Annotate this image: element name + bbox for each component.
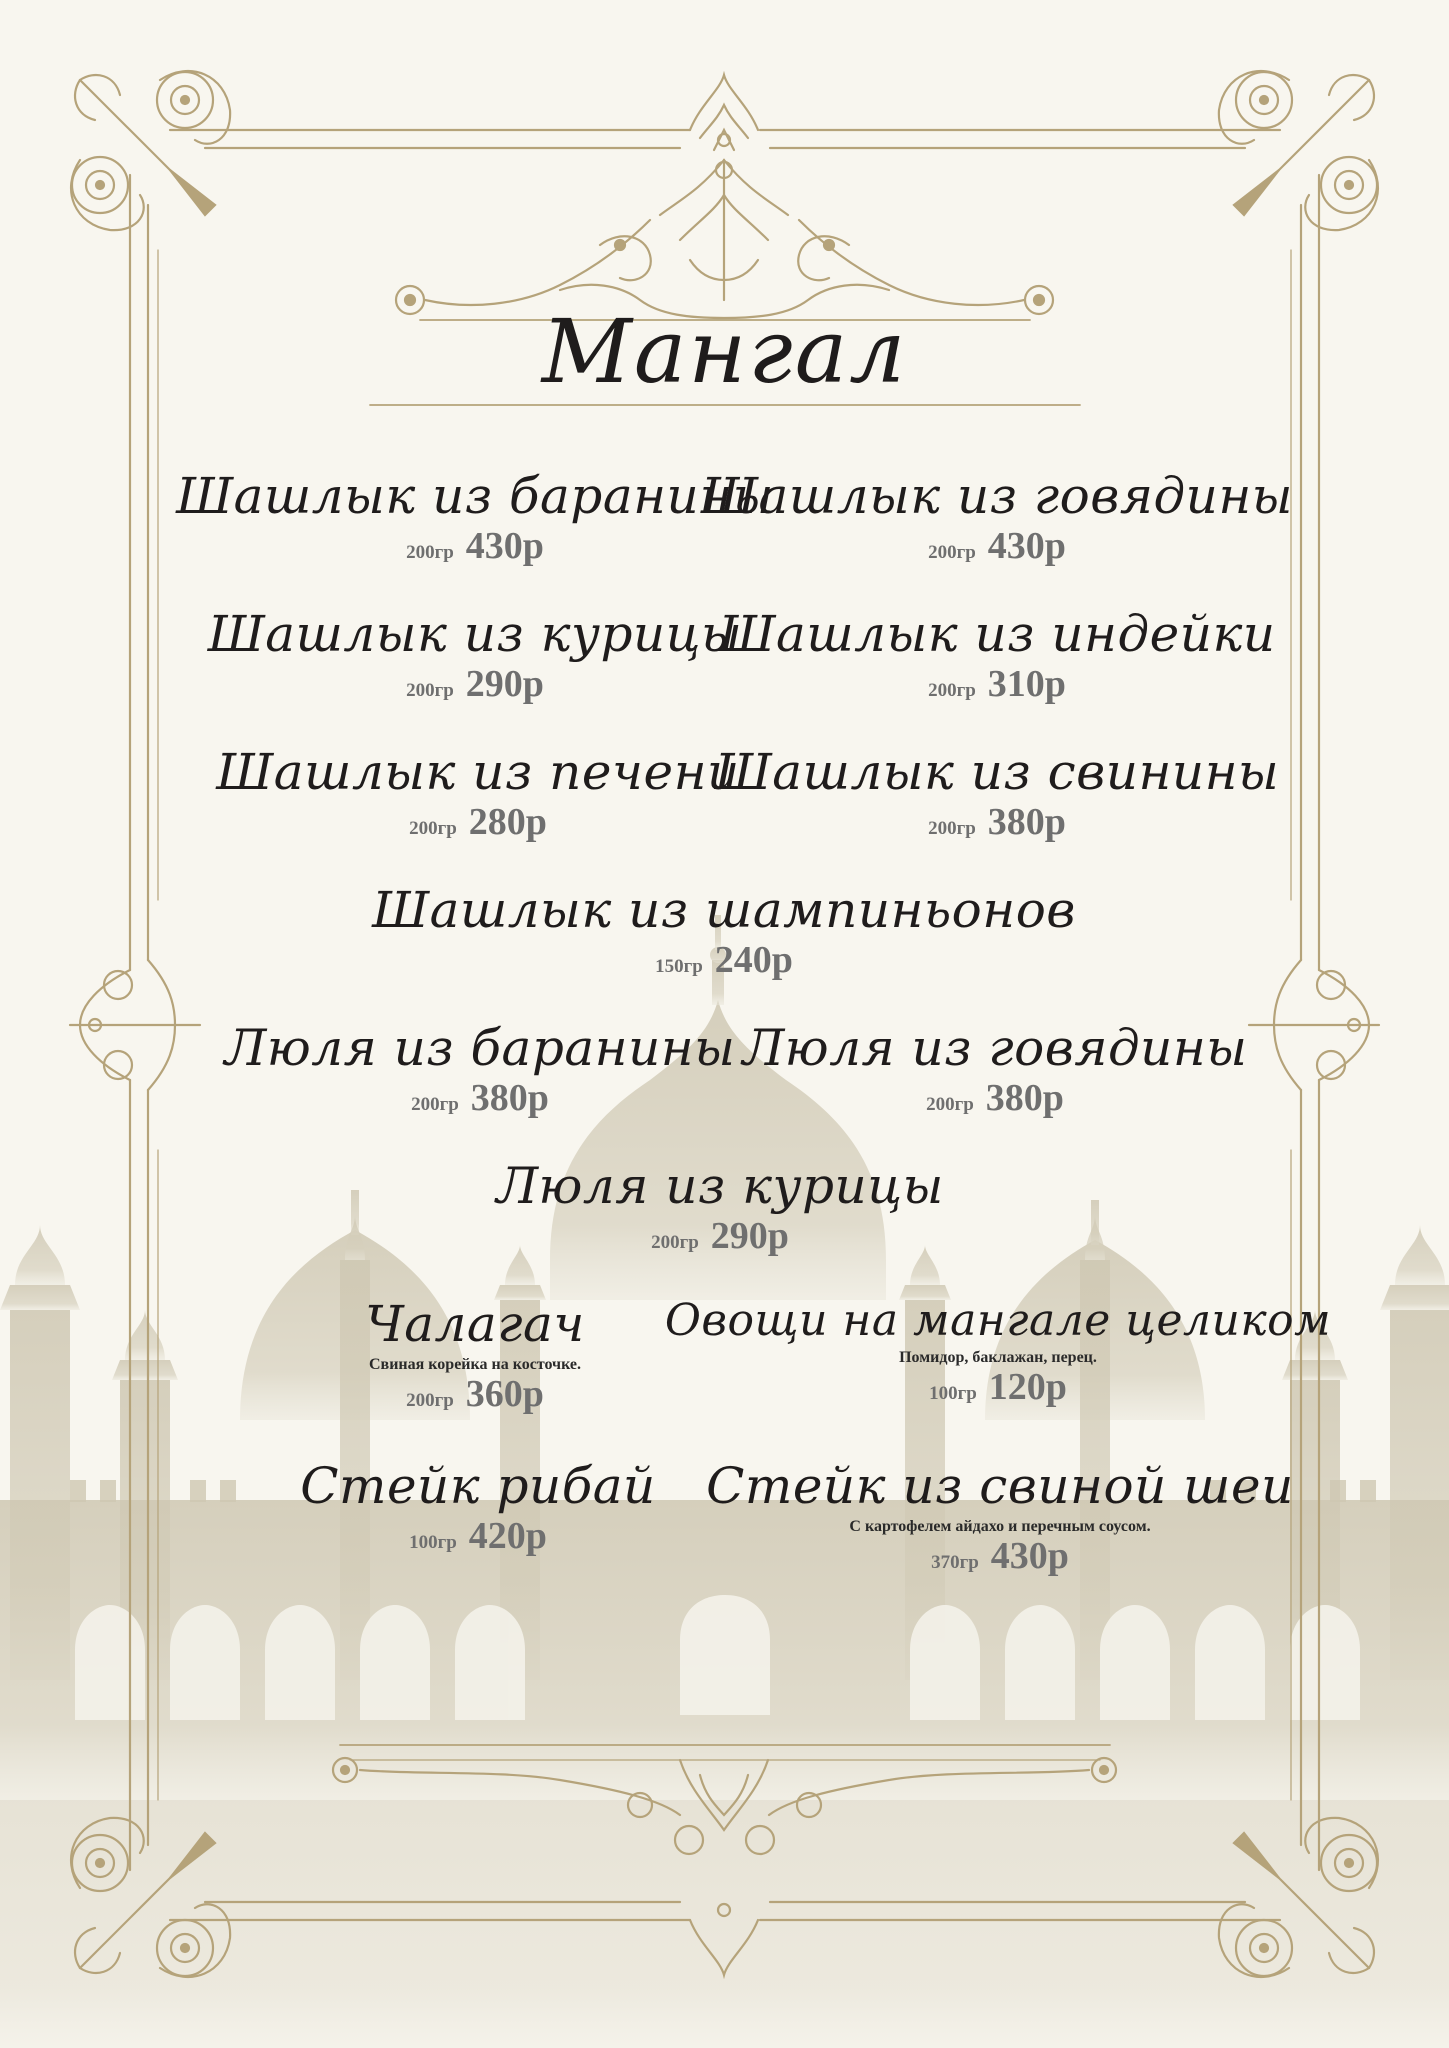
dish-weight: 200гр	[651, 1231, 699, 1253]
dish-price: 360р	[465, 1372, 544, 1415]
dish-name: Стейк рибай	[300, 1457, 656, 1515]
price-line	[216, 800, 740, 844]
price-line	[701, 524, 1293, 568]
dish-weight: 100гр	[929, 1382, 977, 1404]
dish-weight: 370гр	[931, 1551, 979, 1573]
dish-weight: 200гр	[928, 817, 976, 839]
menu-item	[300, 1458, 655, 1558]
dish-price: 380р	[470, 1076, 549, 1119]
price-line	[225, 1076, 736, 1120]
dish-name: Чалагач	[365, 1295, 585, 1353]
dish-price: 290р	[465, 662, 544, 705]
menu-item	[216, 744, 740, 844]
price-line	[365, 1372, 585, 1416]
price-line	[208, 662, 743, 706]
dish-price: 380р	[985, 1076, 1064, 1119]
dish-price: 420р	[468, 1514, 547, 1557]
dish-weight: 150гр	[655, 955, 703, 977]
menu-item	[365, 1296, 585, 1416]
dish-price: 310р	[987, 662, 1066, 705]
dish-name: Люля из курицы	[496, 1157, 944, 1215]
dish-name: Овощи на мангале целиком	[664, 1295, 1332, 1346]
dish-description: Помидор, баклажан, перец.	[899, 1348, 1097, 1366]
menu-item	[665, 1296, 1331, 1409]
dish-weight: 200гр	[928, 679, 976, 701]
dish-weight: 200гр	[926, 1093, 974, 1115]
dish-weight: 200гр	[928, 541, 976, 563]
dish-price: 430р	[465, 524, 544, 567]
price-line	[300, 1514, 655, 1558]
menu-title: Мангал	[541, 300, 908, 403]
menu-item	[225, 1020, 736, 1120]
dish-name: Люля из баранины	[224, 1019, 736, 1077]
menu-item	[701, 468, 1293, 568]
dish-name: Шашлык из баранины	[176, 467, 774, 525]
menu-item	[742, 1020, 1247, 1120]
dish-name: Шашлык из свинины	[714, 743, 1280, 801]
price-line	[718, 662, 1275, 706]
dish-weight: 200гр	[406, 541, 454, 563]
dish-price: 430р	[987, 524, 1066, 567]
price-line	[742, 1076, 1247, 1120]
dish-weight: 200гр	[409, 817, 457, 839]
dish-weight: 100гр	[409, 1531, 457, 1553]
price-line	[706, 1534, 1294, 1578]
dish-name: Стейк из свиной шеи	[706, 1457, 1294, 1515]
dish-name: Люля из говядины	[742, 1019, 1248, 1077]
price-line	[176, 524, 774, 568]
menu-item	[715, 744, 1280, 844]
dish-price: 240р	[714, 938, 793, 981]
dish-description: С картофелем айдахо и перечным соусом.	[849, 1517, 1151, 1535]
dish-name: Шашлык из печени	[216, 743, 740, 801]
dish-weight: 200гр	[406, 679, 454, 701]
dish-name: Шашлык из индейки	[718, 605, 1276, 663]
price-line	[372, 938, 1076, 982]
dish-weight: 200гр	[411, 1093, 459, 1115]
dish-price: 290р	[710, 1214, 789, 1257]
menu-item	[706, 1458, 1294, 1578]
dish-price: 280р	[468, 800, 547, 843]
menu-item	[372, 882, 1076, 982]
dish-price: 430р	[990, 1534, 1069, 1577]
menu-item	[718, 606, 1275, 706]
price-line	[715, 800, 1280, 844]
dish-weight: 200гр	[406, 1389, 454, 1411]
dish-price: 380р	[987, 800, 1066, 843]
menu-item	[208, 606, 743, 706]
dish-name: Шашлык из шампиньонов	[372, 881, 1076, 939]
dish-name: Шашлык из говядины	[700, 467, 1294, 525]
menu-item	[176, 468, 774, 568]
price-line	[496, 1214, 944, 1258]
dish-price: 120р	[988, 1365, 1067, 1408]
price-line	[665, 1365, 1331, 1409]
dish-name: Шашлык из курицы	[207, 605, 743, 663]
dish-description: Свиная корейка на косточке.	[368, 1355, 581, 1373]
menu-item	[496, 1158, 944, 1258]
